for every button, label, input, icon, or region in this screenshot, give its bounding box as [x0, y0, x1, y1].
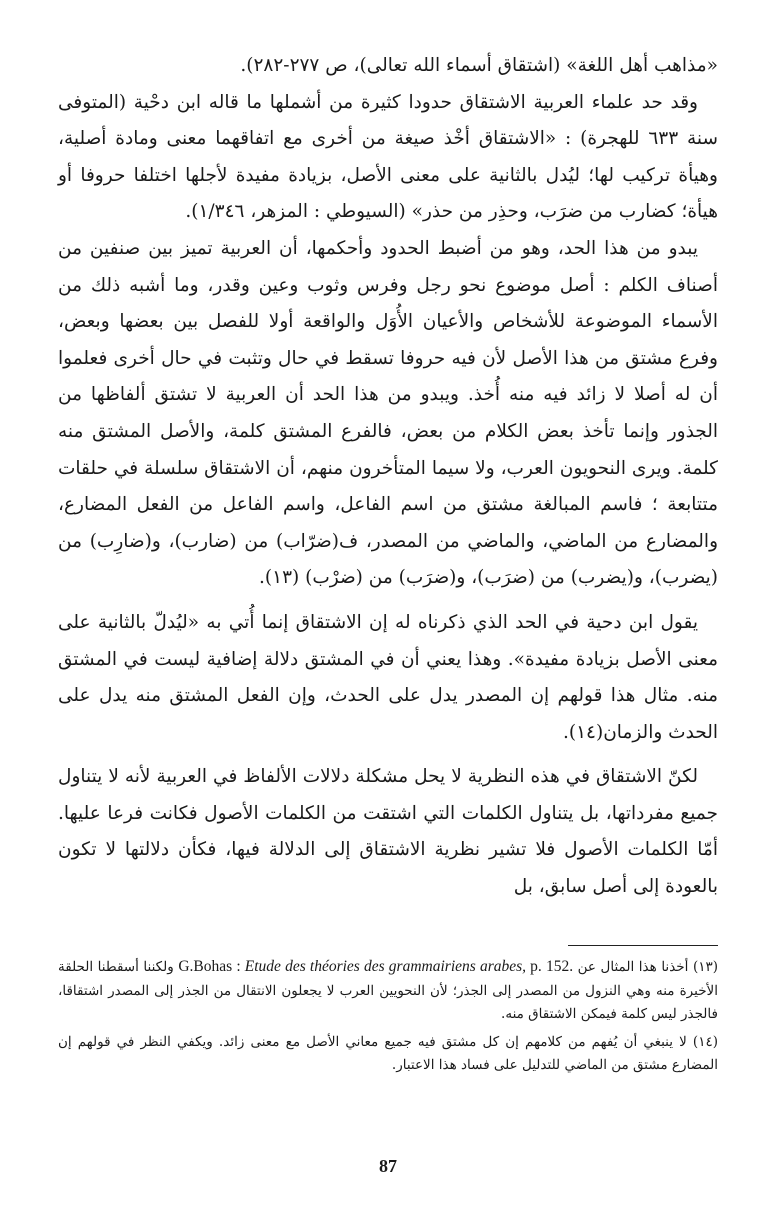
paragraph-two-kinds-of-words: يبدو من هذا الحد، وهو من أضبط الحدود وأحكمها، أن العربية تميز بين صنفين من أصناف الكلم : أصل موضوع نحو رجل وفرس وثوب وعين وقدر، وما أشبه ذلك من الأسماء الموضوعة للأشخاص والأعيان الأُوَل والواقعة أولا للفصل بين بعضها وبعض، وفرع مشتق من هذا الأصل لأن فيه حروفا تسقط في حال وتثبت في حال أخرى فعلموا أن له أصلا لا زائد فيه منه أُخذ. ويبدو من هذا الحد أن العربية لا تشتق ألفاظها من الجذور وإنما تأخذ بعض الكلام من بعض، فالفرع المشتق كلمة، والأصل المشتق منه كلمة. ويرى النحويون العرب، ولا سيما المتأخرون منهم، أن الاشتقاق سلسلة في حلقات متتابعة ؛ فاسم المبالغة مشتق من اسم الفاعل، واسم الفاعل من الفعل المضارع، والمضارع من الماضي، والماضي من المصدر، ف(ضرّاب) من (ضارب)، و(ضارِب) من (يضرب)، و(يضرب) من (ضرَب)، و(ضرَب) من (ضرْب) (١٣). [58, 237, 718, 589]
paragraph-ibn-dihya-definition: وقد حد علماء العربية الاشتقاق حدودا كثيرة من أشملها ما قاله ابن دحْية (المتوفى سنة ٦٣٣ للهجرة) : «الاشتقاق أخْذ صيغة من أخرى مع اتفاقهما معنى ومادة أصلية، وهيأة تركيب لها؛ ليُدل بالثانية على معنى الأصل، بزيادة مفيدة لأجلها اختلفا حروفا أو هيأة؛ كضارب من ضرَب، وحذِر من حذر» (السيوطي : المزهر، ١/٣٤٦). [58, 91, 718, 223]
footnote-13-title: Etude des théories des grammairiens arabes, [244, 958, 527, 975]
footnote-13-reference [178, 958, 573, 975]
footnote-13-author: G.Bohas : [178, 958, 241, 975]
footnote-13-intro: (١٣) أخذنا هذا المثال عن [577, 959, 719, 975]
footnote-13-text: ولكننا أسقطنا الحلقة الأخيرة منه وهي النزول من المصدر إلى الجذر؛ لأن النحويين العرب لا يجعلون الانتقال من الجذر إلى المصدر اشتقاقا، فالجذر ليس كلمة فيمكن الاشتقاق منه. [58, 959, 718, 1022]
paragraph-citation-continuation: «مذاهب أهل اللغة» (اشتقاق أسماء الله تعالى)، ص ٢٧٧-٢٨٢). [240, 55, 718, 76]
main-text [58, 48, 718, 906]
page-number: 87 [379, 1156, 397, 1176]
paragraph-derivation-limits: لكنّ الاشتقاق في هذه النظرية لا يحل مشكلة دلالات الألفاظ في العربية لأنه لا يتناول جميع مفرداتها، بل يتناول الكلمات التي اشتقت من الكلمات الأصول فكانت فرعا عليها. أمّا الكلمات الأصول فلا تشير نظرية الاشتقاق إلى الدلالة فيها، فكأن دلالتها لا تكون بالعودة إلى أصل سابق، بل [58, 766, 718, 898]
footnote-separator [568, 945, 718, 946]
footnote-13 [58, 955, 718, 1027]
footnotes [58, 955, 718, 1078]
paragraph-added-meaning: يقول ابن دحية في الحد الذي ذكرناه له إن الاشتقاق إنما أُتي به «ليُدلّ بالثانية على معنى الأصل بزيادة مفيدة». وهذا يعني أن في المشتق دلالة إضافية ليست في المشتق منه. مثال هذا قولهم إن المصدر يدل على الحدث، وإن الفعل المشتق منه يدل على الحدث والزمان(١٤). [58, 611, 719, 743]
footnote-13-page: p. 152. [530, 958, 574, 975]
book-page [58, 48, 718, 1178]
footnote-14: (١٤) لا ينبغي أن يُفهم من كلامهم إن كل مشتق فيه جميع معاني الأصل مع معنى زائد. ويكفي النظر في قولهم إن المضارع مشتق من الماضي للتدليل على فساد هذا الاعتبار. [58, 1033, 718, 1073]
